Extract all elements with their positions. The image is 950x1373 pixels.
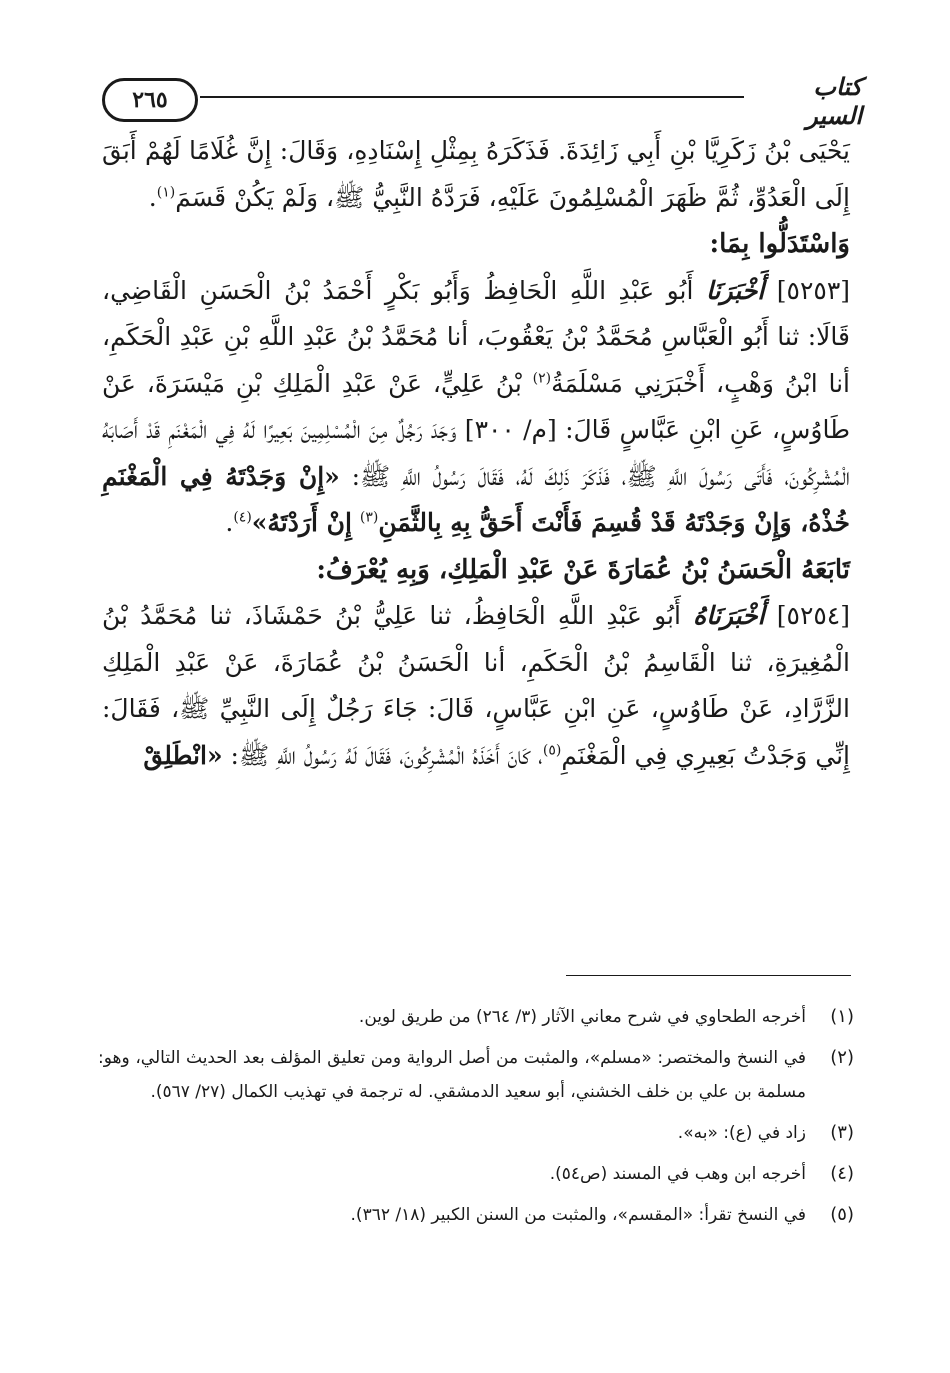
hadith-isnad: أَبُو عَبْدِ اللَّهِ الْحَافِظُ وَأَبُو بَكْرٍ أَحْمَدُ بْنُ الْحَسَنِ الْقَاضِي، قَالَا: ثنا أَبُو الْعَبَّاسِ مُحَمَّدُ بْنُ يَعْقُوبَ، أنا مُحَمَّدُ بْنُ عَبْدِ اللَّهِ بْنِ عَبْدِ الْحَكَمِ، أنا ابْنُ وَهْبٍ، أَخْبَرَنِي مَسْلَمَةُ (102, 275, 850, 398)
page-number: ٢٦٥ (102, 78, 198, 122)
footnote-text: أخرجه الطحاوي في شرح معاني الآثار (٣/ ٢٦٤) من طريق لوين. (358, 1007, 806, 1027)
hadith-number: [٥٢٥٣] (776, 275, 851, 305)
hadith-isnad: أَبُو عَبْدِ اللَّهِ الْحَافِظُ، ثنا عَلِيُّ بْنُ حَمْشَاذَ، ثنا مُحَمَّدُ بْنُ الْمُغِيرَةِ، ثنا الْقَاسِمُ بْنُ الْحَكَمِ، أنا الْحَسَنُ بْنُ عُمَارَةَ، عَنْ عَبْدِ الْمَلِكِ الزَّرَّادِ، عَنْ طَاوُسٍ، عَنِ ابْنِ عَبَّاسٍ، قَالَ: جَاءَ رَجُلٌ إِلَى النَّبِيِّ ﷺ، فَقَالَ: إِنِّي وَجَدْتُ بَعِيرِي فِي الْمَغْنَمِ (102, 601, 850, 770)
footnote-2 (98, 1041, 854, 1109)
hadith-quote: «انْطَلِقْ (143, 740, 223, 770)
paragraph-end: . (148, 182, 157, 212)
book-title: كتاب السير (806, 72, 862, 130)
hadith-text: ، كَانَ أَخَذَهُ الْمُشْرِكُونَ، فَقَالَ لَهُ رَسُولُ اللَّهِ ﷺ: (230, 740, 543, 770)
hadith-verb: أَخْبَرَنَاهُ (693, 601, 765, 630)
footnote-number: (٥) (830, 1204, 854, 1225)
paragraph-text: يَحْيَى بْنُ زَكَرِيَّا بْنِ أَبِي زَائِدَةَ. فَذَكَرَهُ بِمِثْلِ إِسْنَادِهِ، وَقَالَ: إِنَّ غُلَامًا لَهُمْ أَبَقَ إِلَى الْعَدُوِّ، ثُمَّ ظَهَرَ الْمُسْلِمُونَ عَلَيْهِ، فَرَدَّهُ النَّبِيُّ ﷺ، وَلَمْ يَكُنْ قَسَمَ (102, 136, 850, 212)
footnote-text: في النسخ تقرأ: «المقسم»، والمثبت من السنن الكبير (١٨/ ٣٦٢). (350, 1205, 806, 1225)
footnote-separator (566, 975, 851, 976)
footnote-ref-1: (١) (156, 184, 176, 201)
footnote-4 (98, 1157, 854, 1191)
footnote-ref-4: (٤) (233, 509, 252, 526)
paragraph-continuation (102, 128, 850, 221)
footnote-ref-3: (٣) (359, 509, 379, 526)
hadith-quote-end: إِنْ أَرَدْتَهُ» (251, 508, 352, 537)
hadith-5253 (102, 268, 850, 547)
running-header (92, 64, 862, 130)
footnote-3 (98, 1116, 854, 1150)
footnote-text: أخرجه ابن وهب في المسند (ص٥٤). (549, 1164, 806, 1184)
footnotes (98, 1000, 854, 1239)
hadith-verb: أَخْبَرَنَا (705, 275, 765, 305)
footnote-number: (٤) (830, 1163, 854, 1184)
hadith-quote: «إِنْ وَجَدْتَهُ فِي الْمَغْنَمِ خُذْهُ، وَإِنْ وَجَدْتَهُ قَدْ قُسِمَ فَأَنْتَ أَحَقُّ بِهِ بِالثَّمَنِ (102, 461, 850, 537)
footnote-1 (98, 1000, 854, 1034)
hadith-text: بْنُ عَلِيٍّ، عَنْ عَبْدِ الْمَلِكِ بْنِ مَيْسَرَةَ، عَنْ طَاوُسٍ، عَنِ ابْنِ عَبَّاسٍ قَالَ: [م/ ٣٠٠] وَجَدَ رَجُلٌ مِنَ الْمُسْلِمِينَ بَعِيرًا لَهُ فِي الْمَغْنَمِ قَدْ أَصَابَهُ الْمُشْرِكُونَ، فَأَتَى رَسُولَ اللَّهِ ﷺ، فَذَكَرَ ذَلِكَ لَهُ، فَقَالَ رَسُولُ اللَّهِ ﷺ: (102, 368, 850, 491)
footnote-number: (٣) (830, 1122, 854, 1143)
footnote-number: (١) (830, 1006, 854, 1027)
section-heading-2: تَابَعَهُ الْحَسَنُ بْنُ عُمَارَةَ عَنْ عَبْدِ الْمَلِكِ، وَبِهِ يُعْرَفُ: (316, 554, 850, 585)
footnote-text: زاد في (ع): «به». (677, 1123, 806, 1143)
footnote-ref-2: (٢) (532, 370, 552, 387)
footnote-number: (٢) (830, 1047, 854, 1068)
hadith-end: . (225, 508, 234, 537)
hadith-number: [٥٢٥٤] (776, 601, 850, 630)
footnote-text: في النسخ والمختصر: «مسلم»، والمثبت من أصل الرواية ومن تعليق المؤلف بعد الحديث التالي، وهو: مسلمة بن علي بن خلف الخشني، أبو سعيد الدمشقي. له ترجمة في تهذيب الكمال (٢٧/ ٥٦٧). (98, 1048, 806, 1102)
header-rule (200, 96, 744, 98)
footnote-5 (98, 1198, 854, 1232)
hadith-5254 (102, 593, 850, 779)
section-heading-1: وَاسْتَدَلُّوا بِمَا: (709, 229, 850, 259)
footnote-ref-5: (٥) (542, 742, 562, 759)
main-text (102, 128, 850, 779)
